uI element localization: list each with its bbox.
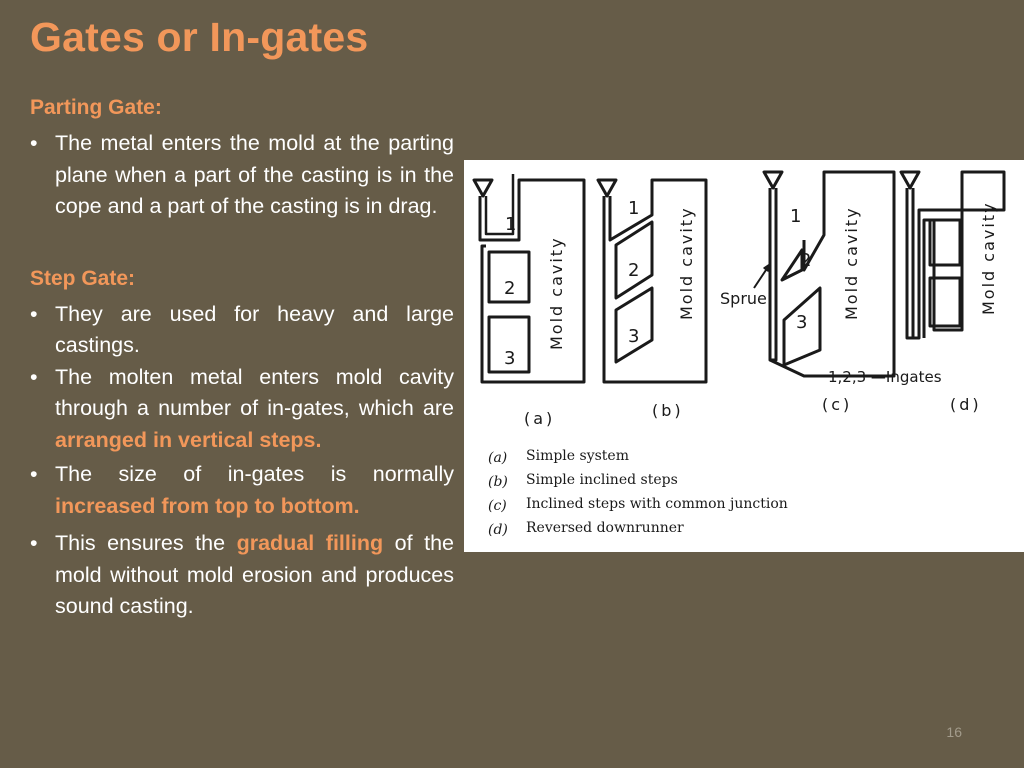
step-gate-heading: Step Gate:	[30, 266, 136, 290]
gate-number: 3	[796, 312, 808, 333]
caption-key: (a)	[488, 450, 508, 466]
gate-number: 2	[628, 260, 640, 281]
caption-key: (b)	[488, 474, 508, 490]
ingates-legend: 1,2,3 —Ingates	[828, 368, 942, 386]
list-item	[30, 459, 454, 522]
bullet-dot: •	[30, 364, 38, 389]
highlight-text: gradual filling	[236, 531, 384, 555]
bullet-dot: •	[30, 131, 38, 155]
highlight-text: arranged in vertical steps.	[55, 427, 322, 452]
gating-systems-figure	[464, 160, 1024, 552]
gate-number: 3	[504, 348, 516, 369]
gate-number: 2	[800, 250, 812, 271]
step-cavity	[616, 288, 652, 362]
bullet-dot: •	[30, 462, 38, 486]
subfigure-label: (a)	[524, 409, 556, 428]
mold-cavity-label: Mold cavity	[979, 201, 998, 315]
caption-key: (c)	[488, 498, 507, 514]
bullet-dot: •	[30, 531, 38, 555]
pouring-cup-icon	[764, 172, 782, 188]
parting-gate-list	[30, 128, 454, 223]
caption-key: (d)	[488, 522, 508, 538]
page-number: 16	[946, 724, 962, 740]
gate-number: 3	[628, 326, 640, 347]
subfigure-label: (c)	[822, 395, 853, 414]
parting-gate-heading: Parting Gate:	[30, 96, 162, 119]
gate-number: 1	[790, 206, 802, 227]
list-item	[30, 362, 454, 457]
caption-text: Simple system	[526, 448, 629, 464]
diagram-a	[474, 174, 584, 382]
caption-text: Reversed downrunner	[526, 520, 684, 536]
gating-diagram	[464, 160, 1024, 552]
caption-text: Inclined steps with common junction	[526, 496, 788, 512]
list-item	[30, 128, 454, 223]
list-item	[30, 299, 454, 362]
bullet-text: The molten metal enters mold cavity through a number of in-gates, which are	[55, 364, 454, 420]
gate-number: 2	[504, 278, 516, 299]
mold-cavity-label: Mold cavity	[677, 206, 696, 320]
subfigure-label: (d)	[950, 395, 982, 414]
bullet-text: The size of in-gates is normally	[55, 462, 454, 486]
mold-cavity-label: Mold cavity	[842, 206, 861, 320]
slide-title: Gates or In-gates	[30, 14, 369, 60]
bullet-text: The metal enters the mold at the parting plane when a part of the casting is in the cope and a part of the casting is in drag.	[55, 131, 454, 218]
bullet-text: This ensures the	[55, 531, 237, 555]
list-item	[30, 528, 454, 623]
gate-number: 1	[628, 198, 640, 219]
text-column	[30, 96, 454, 623]
diagram-c	[764, 172, 894, 376]
caption-text: Simple inclined steps	[526, 472, 678, 488]
sprue-label: Sprue	[720, 289, 767, 308]
bullet-dot: •	[30, 301, 38, 326]
pouring-cup-icon	[598, 180, 616, 196]
subfigure-label: (b)	[652, 401, 684, 420]
gate-number: 1	[505, 214, 517, 235]
highlight-text: increased from top to bottom.	[55, 493, 360, 518]
mold-cavity-label: Mold cavity	[547, 236, 566, 350]
bullet-text: They are used for heavy and large castings.	[55, 301, 454, 357]
step-gate-list	[30, 299, 454, 623]
pouring-cup-icon	[474, 180, 492, 196]
pouring-cup-icon	[901, 172, 919, 188]
bullet-text: of the mold without mold erosion and produces sound casting.	[55, 531, 454, 618]
